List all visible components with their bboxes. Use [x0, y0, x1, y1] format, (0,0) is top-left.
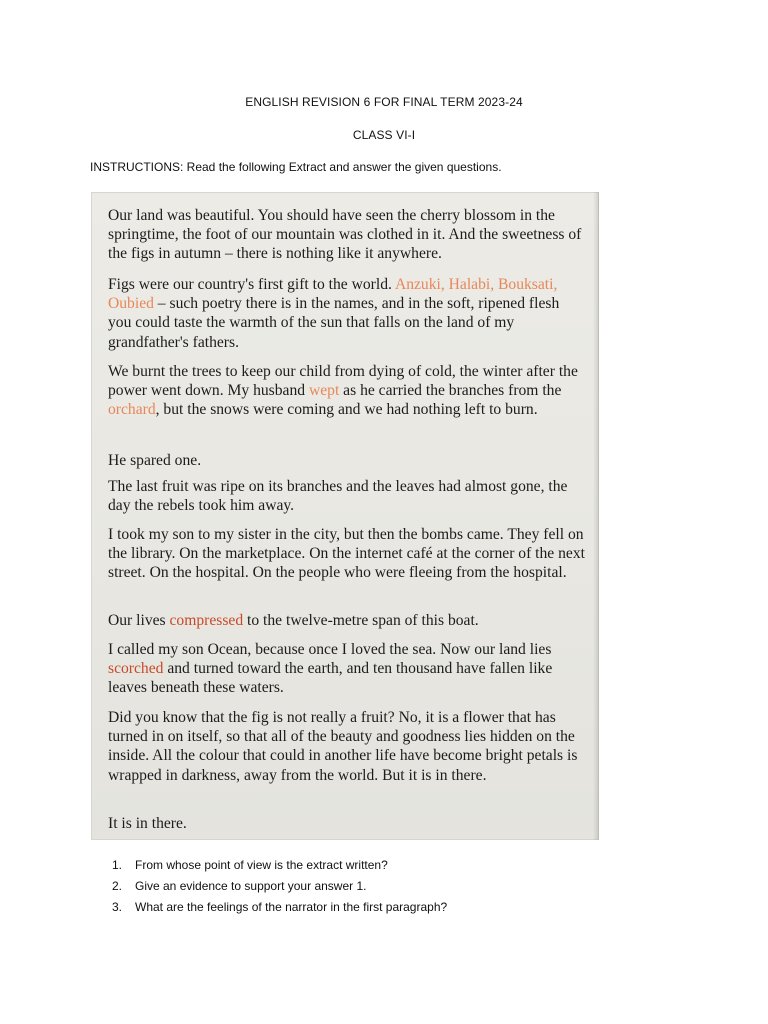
extract-paragraph-5: The last fruit was ripe on its branches and the leaves had almost gone, the day the rebels took him away. — [108, 478, 568, 515]
paragraph-text: to the twelve-metre span of this boat. — [243, 612, 479, 629]
document-title: ENGLISH REVISION 6 FOR FINAL TERM 2023-24 — [245, 95, 523, 109]
paragraph-text: as he carried the branches from the — [339, 382, 562, 400]
question-item — [112, 879, 447, 900]
scorched-highlight: scorched — [108, 660, 164, 678]
question-text: From whose point of view is the extract written? — [135, 858, 388, 872]
extract-paragraph-8 — [108, 640, 586, 698]
questions-list — [112, 858, 447, 921]
extract-image — [91, 192, 599, 840]
fig-names-highlight: Anzuki, Halabi, Bouksati, Oubied — [108, 276, 558, 313]
extract-paragraph-7 — [108, 611, 586, 630]
orchard-highlight: orchard — [108, 401, 156, 419]
wept-highlight: wept — [308, 382, 340, 400]
question-text: Give an evidence to support your answer 1. — [135, 879, 367, 893]
paragraph-text: – such poetry there is in the names, and in the soft, ripened flesh you could taste the warmth of the sun that falls on the land of my grandfather's fathers. — [108, 295, 560, 351]
question-number: 2. — [112, 879, 123, 893]
paragraph-text: Figs were our country's first gift to the world. — [108, 276, 395, 293]
extract-paragraph-4: He spared one. — [108, 452, 202, 469]
extract-paragraph-9: Did you know that the fig is not really a fruit? No, it is a flower that has turned in on itself, so that all of the beauty and goodness lies hidden on the inside. All the colour that could in another life have become bright petals is wrapped in darkness, away from the world. But it is in there. — [108, 709, 578, 784]
paragraph-text: , but the snows were coming and we had nothing left to burn. — [155, 401, 538, 419]
instructions-text: INSTRUCTIONS: Read the following Extract and answer the given questions. — [90, 160, 502, 174]
question-number: 1. — [112, 858, 123, 872]
class-label: CLASS VI-I — [352, 128, 416, 142]
paragraph-text: and turned toward the earth, and ten thousand have fallen like leaves beneath these waters. — [108, 660, 553, 697]
paragraph-text: I called my son Ocean, because once I loved the sea. Now our land lies — [108, 641, 552, 658]
extract-paragraph-10: It is in there. — [108, 815, 187, 832]
paragraph-text: Our lives — [108, 612, 170, 629]
extract-paragraph-6: I took my son to my sister in the city, but then the bombs came. They fell on the library. On the marketplace. On the internet café at the corner of the next street. On the hospital. On the people who were fleeing from the hospital. — [108, 526, 585, 582]
extract-paragraph-1: Our land was beautiful. You should have seen the cherry blossom in the springtime, the foot of our mountain was clothed in it. And the sweetness of the figs in autumn – there is nothing like it anywhere. — [108, 207, 582, 263]
question-item — [112, 858, 447, 879]
extract-paragraph-2 — [108, 275, 586, 352]
question-text: What are the feelings of the narrator in the first paragraph? — [135, 900, 448, 914]
question-item — [112, 900, 447, 921]
question-number: 3. — [112, 900, 123, 914]
compressed-highlight: compressed — [169, 612, 244, 629]
paragraph-text: We burnt the trees to keep our child from dying of cold, the winter after the power went down. My husband — [108, 363, 578, 400]
extract-paragraph-3 — [108, 362, 586, 420]
